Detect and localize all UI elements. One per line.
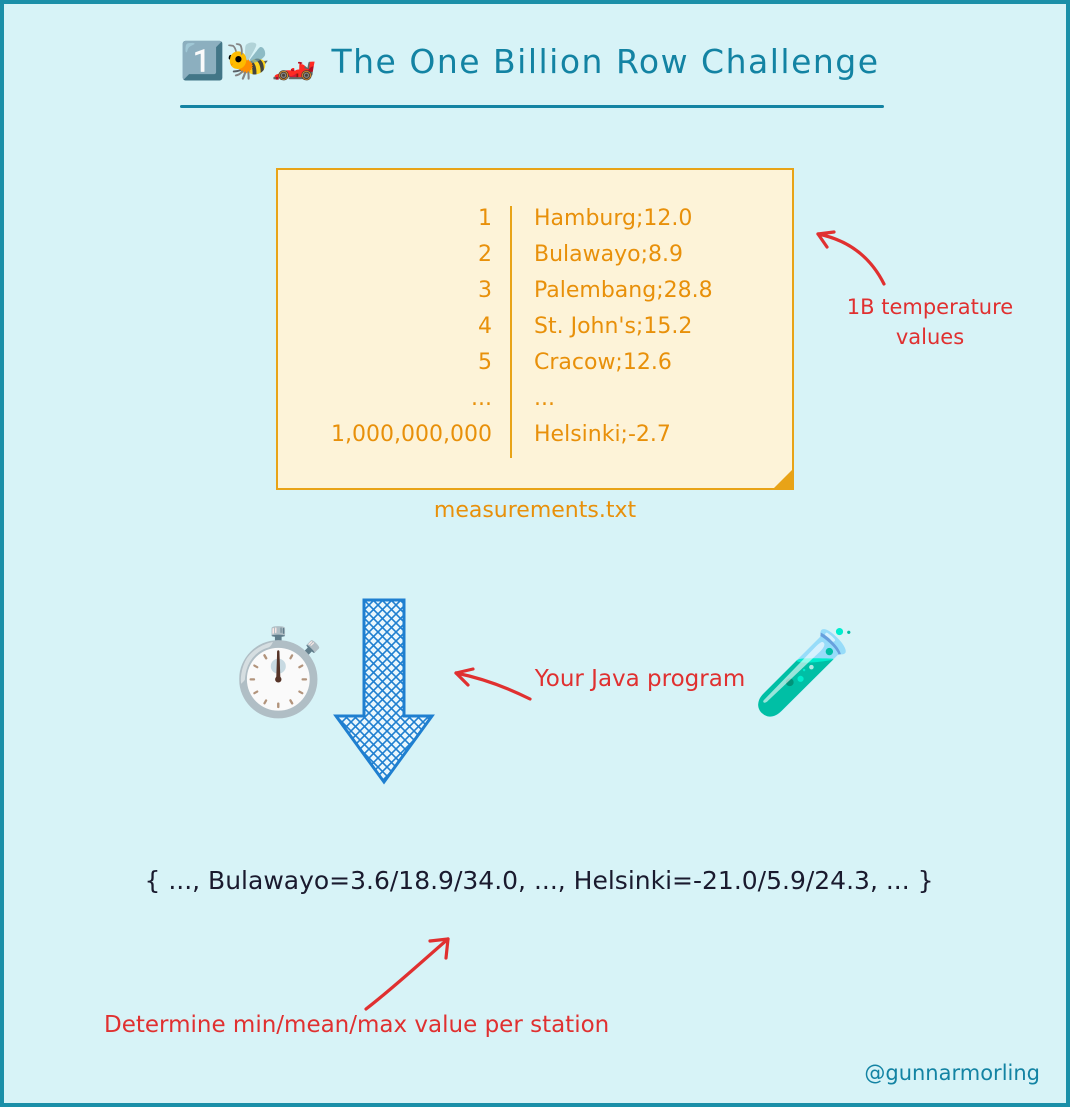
measurements-file-card — [276, 168, 794, 490]
file-row-number: 3 — [478, 278, 492, 303]
annotation-your-java-program: Your Java program — [534, 666, 746, 692]
file-name-label: measurements.txt — [433, 498, 637, 523]
file-row-number: 5 — [478, 350, 492, 375]
stopwatch-icon: ⏱️ — [226, 623, 331, 721]
file-row — [278, 386, 792, 422]
file-row — [278, 350, 792, 386]
file-row — [278, 242, 792, 278]
file-row-number: 4 — [478, 314, 492, 339]
file-row-value: ... — [534, 386, 555, 411]
file-row-divider — [510, 350, 512, 386]
file-row-number: ... — [471, 386, 492, 411]
file-row-divider — [510, 278, 512, 314]
file-row-divider — [510, 242, 512, 278]
file-row-value: Palembang;28.8 — [534, 278, 713, 303]
annotation-arrow-to-result-icon — [356, 929, 466, 1014]
title-emoji-icons: 1️⃣🐝🏎️ — [180, 40, 318, 82]
file-row-value: Cracow;12.6 — [534, 350, 672, 375]
file-row-divider — [510, 422, 512, 458]
title-label: The One Billion Row Challenge — [331, 42, 880, 81]
down-arrow-icon — [324, 596, 444, 788]
file-row — [278, 206, 792, 242]
file-row — [278, 278, 792, 314]
file-row-value: Hamburg;12.0 — [534, 206, 693, 231]
author-handle: @gunnarmorling — [864, 1061, 1040, 1085]
file-row-divider — [510, 206, 512, 242]
annotation-1b-values: 1B temperature values — [846, 295, 1014, 350]
file-row-divider — [510, 314, 512, 350]
file-row-value: St. John's;15.2 — [534, 314, 693, 339]
annotation-determine-min-mean-max: Determine min/mean/max value per station — [104, 1012, 610, 1038]
file-row-number: 2 — [478, 242, 492, 267]
file-row — [278, 422, 792, 458]
annotation-arrow-to-file-icon — [800, 222, 890, 292]
page-title — [180, 42, 900, 81]
title-underline-divider — [180, 105, 884, 108]
file-row-divider — [510, 386, 512, 422]
file-row-value: Helsinki;-2.7 — [534, 422, 671, 447]
file-row-value: Bulawayo;8.9 — [534, 242, 683, 267]
file-rows-list — [278, 206, 792, 458]
page-fold-corner-icon — [772, 468, 794, 490]
test-tube-icon: 🧪 — [752, 623, 857, 721]
result-output-line: { ..., Bulawayo=3.6/18.9/34.0, ..., Helsinki=-21.0/5.9/24.3, ... } — [144, 866, 934, 895]
file-row-number: 1,000,000,000 — [331, 422, 492, 447]
file-row — [278, 314, 792, 350]
file-row-number: 1 — [478, 206, 492, 231]
